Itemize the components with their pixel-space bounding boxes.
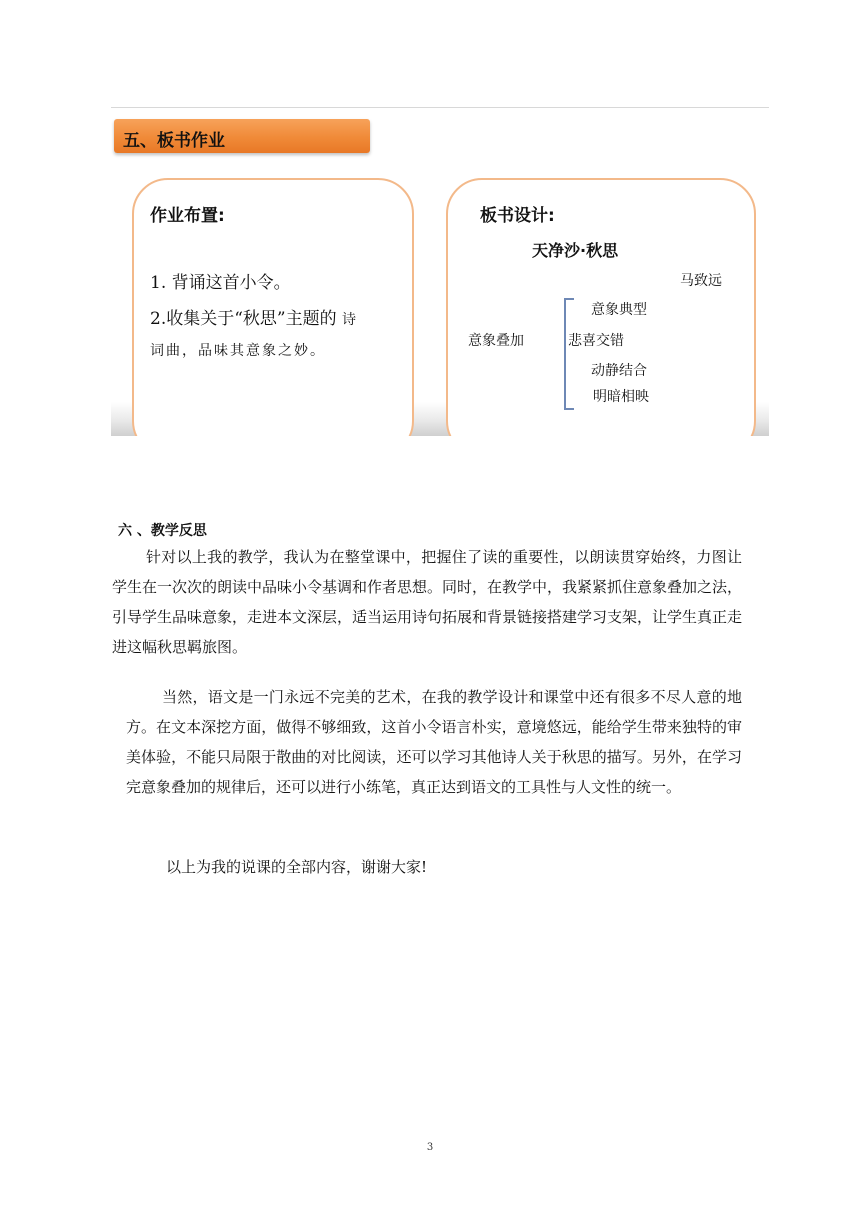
board-center-label: 意象叠加: [468, 333, 524, 349]
homework-heading: 作业布置:: [150, 206, 225, 226]
brace-bracket: [564, 298, 574, 410]
homework-item-2-main: 2.收集关于“秋思”主题的: [150, 309, 337, 329]
homework-item-2: [150, 304, 356, 329]
page-number: 3: [426, 1142, 434, 1153]
header-rule: [111, 107, 769, 108]
homework-item-2-continued: 词曲，品味其意象之妙。: [150, 343, 326, 359]
homework-card: [132, 178, 414, 436]
board-homework-slide: [111, 112, 769, 436]
paragraph-1: 针对以上我的教学，我认为在整堂课中，把握住了读的重要性，以朗读贯穿始终，力图让学生在一次次的朗读中品味小令基调和作者思想。同时，在教学中，我紧紧抓住意象叠加之法，引导学生品味意象，走进本文深层，适当运用诗句拓展和背景链接搭建学习支架，让学生真正走进这幅秋思羁旅图。: [112, 548, 743, 656]
poem-title: 天净沙·秋思: [532, 241, 619, 260]
paragraph-2: 当然，语文是一门永远不完美的艺术，在我的教学设计和课堂中还有很多不尽人意的地方。在文本深挖方面，做得不够细致，这首小令语言朴实，意境悠远，能给学生带来独特的审美体验，不能只局限于散曲的对比阅读，还可以学习其他诗人关于秋思的描写。另外，在学习完意象叠加的规律后，还可以进行小练笔，真正达到语文的工具性与人文性的统一。: [126, 688, 742, 796]
closing-line: 以上为我的说课的全部内容，谢谢大家!: [166, 858, 428, 876]
board-point-3: 动静结合: [591, 363, 647, 379]
section-banner: [114, 119, 370, 153]
homework-item-1: 1. 背诵这首小令。: [150, 273, 291, 293]
board-point-2: 悲喜交错: [568, 333, 624, 349]
homework-item-2-tail: 诗: [342, 312, 357, 328]
poem-author: 马致远: [680, 273, 722, 289]
section-heading: 六 、教学反思: [118, 523, 207, 539]
board-point-1: 意象典型: [591, 302, 647, 318]
section-title: 五、板书作业: [123, 131, 225, 151]
board-design-card: [446, 178, 756, 436]
board-heading: 板书设计:: [480, 206, 555, 226]
board-point-4: 明暗相映: [593, 389, 649, 405]
